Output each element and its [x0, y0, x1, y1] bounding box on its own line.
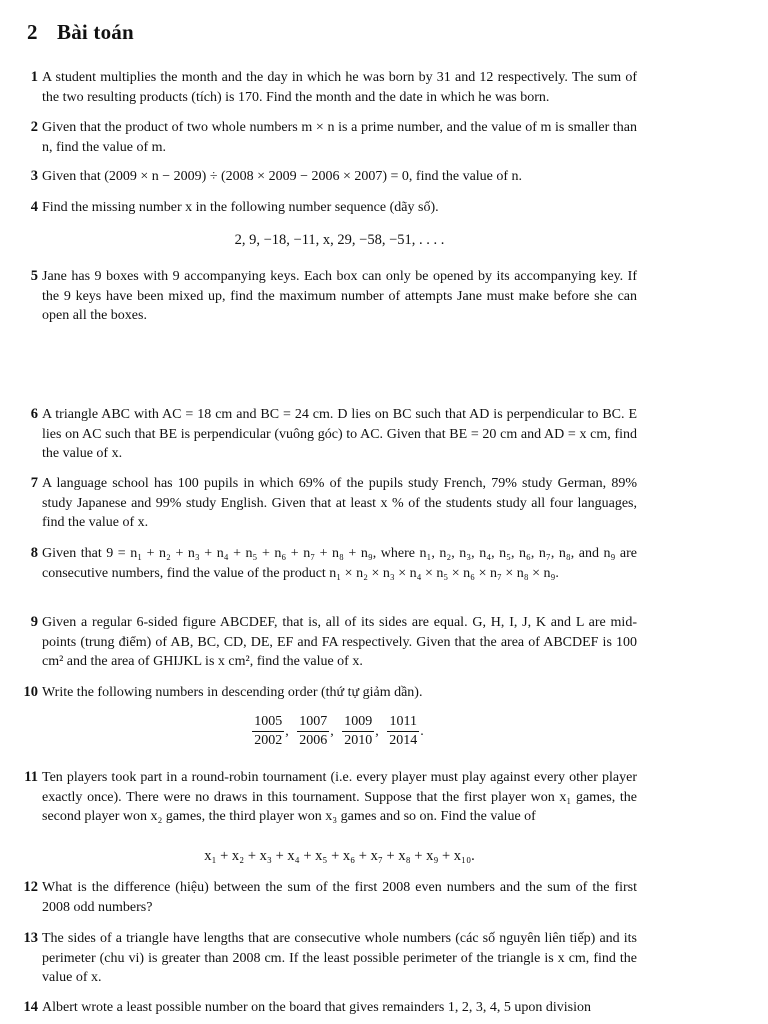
problem-text: What is the difference (hiệu) between the sum of the first 2008 even numbers and the sum of the first 2008 odd numbers? [42, 880, 637, 915]
problem-number: 13 [23, 930, 38, 946]
problem-text: Albert wrote a least possible number on the board that gives remainders 1, 2, 3, 4, 5 upon division [42, 1000, 592, 1015]
problem-number: 14 [23, 999, 38, 1015]
section-title: Bài toán [57, 20, 134, 44]
problem-text: A triangle ABC with AC = 18 cm and BC = 24 cm. D lies on BC such that AD is perpendicular to BC. E lies on AC such that BE is perpendicular (vuông góc) to AC. Given that BE = 20 cm and AD = x cm, find the value of x. [42, 407, 637, 461]
problem-number: 3 [30, 168, 38, 184]
fraction-denominator: 2010 [344, 733, 373, 748]
problem-text: Jane has 9 boxes with 9 accompanying keys. Each box can only be opened by its accompanying key. If the 9 keys have been mixed up, find the maximum number of attempts Jane must make before she can open all the boxes. [42, 269, 637, 323]
problem-text: Given that the product of two whole numbers m × n is a prime number, and the value of m is smaller than n, find the value of m. [42, 120, 637, 155]
problem-text: The sides of a triangle have lengths that are consecutive whole numbers (các số nguyên liên tiếp) and its perimeter (chu vi) is greater than 2008 cm. If the least possible perimeter of the triangle is x cm, find the value of x. [42, 931, 637, 985]
problem-text: Given that 9 = n₁ + n₂ + n₃ + n₄ + n₅ + n₆ + n₇ + n₈ + n₉, where n₁, n₂, n₃, n₄, n₅, n₆, n₇, n₈, and n₉ are consecutive numbers, find the value of the product n₁ × n₂ × n₃ × n₄ × n₅ × n₆ × n₇ × n₈ × n₉. [42, 546, 637, 581]
problem-text: A language school has 100 pupils in which 69% of the pupils study French, 79% study German, 89% study Japanese and 99% study English. Given that at least x % of the students study all four languages, find the value of x. [42, 476, 637, 530]
problem-number: 2 [30, 119, 38, 135]
fraction-numerator: 1011 [387, 713, 419, 732]
fractions-row: $\frac{1005}{2002}$ , $\frac{1007}{2006}$ , $\frac{1009}{2010}$ , $\frac{1011}{2014}$ . [254, 714, 424, 748]
problem-text: Given a regular 6-sided figure ABCDEF, that is, all of its sides are equal. G, H, I, J, K and L are mid-points (trung điểm) of AB, BC, CD, DE, EF and FA respectively. Given that the area of ABCDEF is 100 cm² and the area of GHIJKL is x cm², find the value of x. [42, 615, 637, 669]
fraction [252, 713, 284, 750]
section-heading [27, 20, 134, 45]
problem-number: 7 [30, 475, 38, 491]
problem-text: Write the following numbers in descending order (thứ tự giảm dần). [42, 685, 423, 700]
fraction-numerator: 1005 [252, 713, 284, 732]
problem-number: 8 [30, 545, 38, 561]
sequence-equation: 2, 9, −18, −11, x, 29, −58, −51, . . . . [234, 232, 445, 248]
fraction-numerator: 1009 [342, 713, 374, 732]
problem-number: 6 [30, 406, 38, 422]
problem-text: Given that (2009 × n − 2009) ÷ (2008 × 2009 − 2006 × 2007) = 0, find the value of n. [42, 169, 523, 184]
problem-number: 1 [30, 69, 38, 85]
problem-text: A student multiplies the month and the day in which he was born by 31 and 12 respectively. The sum of the two resulting products (tích) is 170. Find the month and the date in which he was born. [42, 70, 637, 105]
fraction-denominator: 2014 [389, 733, 418, 748]
fraction [387, 713, 419, 750]
fraction [342, 713, 374, 750]
section-number: 2 [27, 20, 38, 44]
fraction-denominator: 2002 [254, 733, 283, 748]
problem-text: Ten players took part in a round-robin tournament (i.e. every player must play against every other player exactly once). There were no draws in this tournament. Suppose that the first player won x₁ games, the second player won x₂ games, the third player won x₃ games and so on. Find the value of [42, 770, 637, 824]
fraction-denominator: 2006 [299, 733, 328, 748]
problem-number: 9 [30, 614, 38, 630]
problem-number: 12 [23, 879, 38, 895]
sum-equation: x₁ + x₂ + x₃ + x₄ + x₅ + x₆ + x₇ + x₈ + x₉ + x₁₀. [204, 848, 475, 864]
problem-number: 10 [23, 684, 38, 700]
fraction [297, 713, 329, 750]
problem-number: 11 [24, 769, 38, 785]
fraction-numerator: 1007 [297, 713, 329, 732]
problem-text: Find the missing number x in the following number sequence (dãy số). [42, 200, 439, 215]
problem-number: 4 [30, 199, 38, 215]
problem-number: 5 [30, 268, 38, 284]
